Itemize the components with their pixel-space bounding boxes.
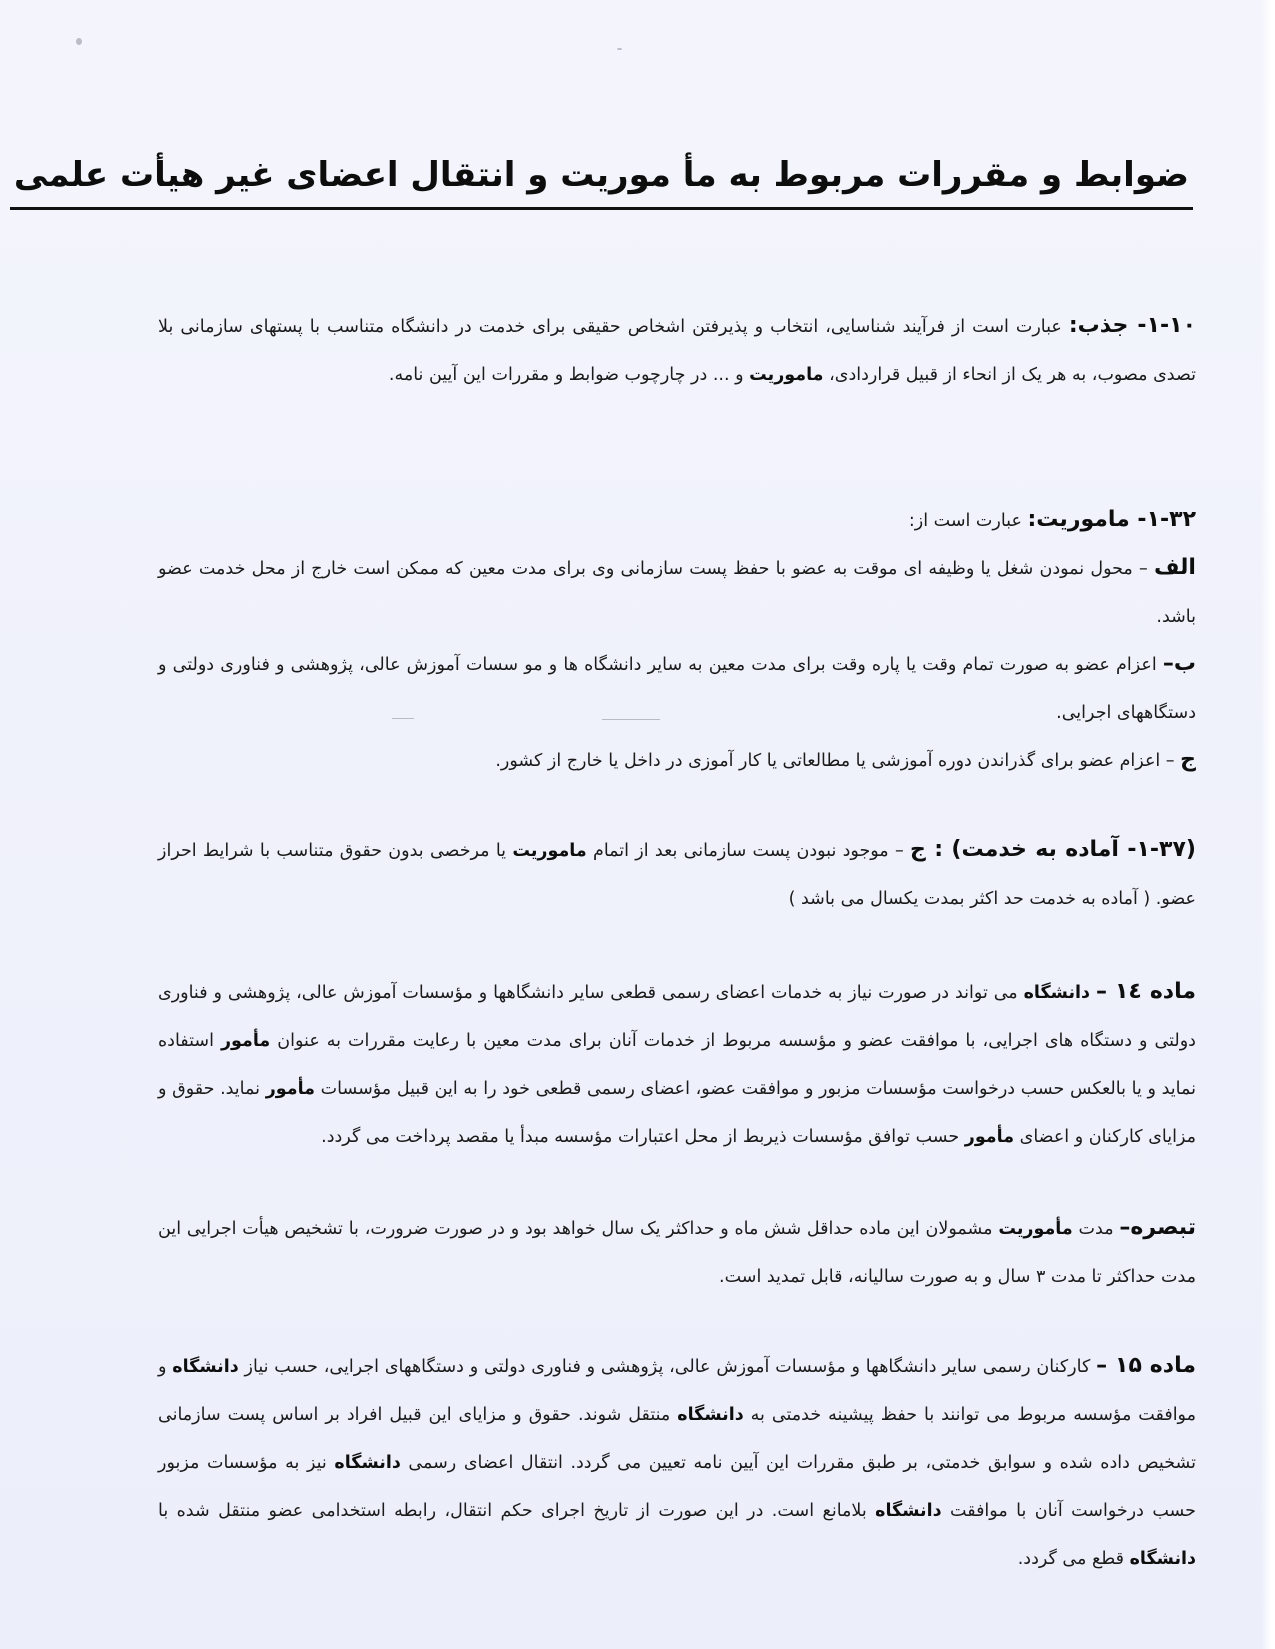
- section-mission-definition: [158, 496, 1196, 545]
- clause-be: [158, 640, 1196, 737]
- note-tabsare: [158, 1204, 1196, 1301]
- article-text: بلامانع است. در این صورت از تاریخ اجرای حکم انتقال، رابطه استخدامی عضو منتقل شده با: [158, 1500, 867, 1521]
- scan-speck: [617, 48, 622, 50]
- article-text: می تواند در صورت نیاز به خدمات اعضای رسمی قطعی سایر دانشگاهها و مؤسسات آموزش عالی، پژوهشی و فناوری دولتی و دستگاه های اجرایی، با موافقت عضو و مؤسسه مربوط از خدمات آنان برای مدت معین با رعایت مقررات به عنوان: [158, 982, 1196, 1051]
- page-edge: [1261, 0, 1275, 1649]
- note-heading: تبصره–: [1119, 1214, 1196, 1240]
- keyword: مأموریت: [998, 1218, 1073, 1239]
- article-text: و موافقت مؤسسه مربوط می توانند با حفظ پیشینه خدمتی به: [158, 1356, 1196, 1425]
- section-heading: ۱-۳۲- ماموریت:: [1027, 506, 1196, 532]
- section-ready-for-service: [158, 826, 1196, 923]
- article-text: قطع می گردد.: [1017, 1548, 1124, 1569]
- clause-text: – اعزام عضو برای گذراندن دوره آموزشی یا مطالعاتی یا کار آموزی در داخل یا خارج از کشور.: [495, 750, 1175, 771]
- clause-text: اعزام عضو به صورت تمام وقت یا پاره وقت برای مدت معین به سایر دانشگاه ها و مو سسات آموزش عالی، پژوهشی و فناوری دولتی و دستگاههای اجرایی.: [158, 654, 1196, 723]
- clause-label: ب–: [1162, 650, 1196, 676]
- clause-label: ج: [1180, 746, 1196, 772]
- section-recruitment: [158, 302, 1196, 399]
- keyword: دانشگاه: [334, 1452, 401, 1473]
- keyword: دانشگاه: [1023, 982, 1091, 1003]
- note-text: مدت: [1078, 1218, 1114, 1239]
- keyword: ماموریت: [749, 364, 824, 385]
- clause-jim: [158, 736, 1196, 785]
- article-15: [158, 1342, 1196, 1583]
- article-text: نیز به مؤسسات مزبور حسب درخواست آنان با موافقت: [158, 1452, 1196, 1521]
- keyword: دانشگاه: [677, 1404, 744, 1425]
- clause-label: الف: [1153, 554, 1196, 580]
- article-text: منتقل شوند. حقوق و مزایای این قبیل افراد بر اساس پست سازمانی تشخیص داده شده و سوابق خدمتی، بر طبق مقررات این آیین نامه تعیین می گردد. انتقال اعضای رسمی: [158, 1404, 1196, 1473]
- article-text: کارکنان رسمی سایر دانشگاهها و مؤسسات آموزش عالی، پژوهشی و فناوری دولتی و دستگاههای اجرایی، حسب نیاز: [244, 1356, 1091, 1377]
- keyword: دانشگاه: [875, 1500, 942, 1521]
- section-heading: (۱-۳۷- آماده به خدمت) : ج: [909, 836, 1196, 862]
- section-text: عبارت است از فرآیند شناسایی، انتخاب و پذیرفتن اشخاص حقیقی برای خدمت در دانشگاه متناسب با پستهای سازمانی بلا تصدی مصوب، به هر یک از انحاء از قبیل قراردادی،: [158, 316, 1196, 385]
- clause-text: – محول نمودن شغل یا وظیفه ای موقت به عضو با حفظ پست سازمانی وی برای مدت معین که ممکن است خارج از محل خدمت عضو باشد.: [158, 558, 1196, 627]
- article-text: نماید. حقوق و مزایای کارکنان و اعضای: [158, 1078, 1196, 1147]
- keyword: دانشگاه: [1129, 1548, 1196, 1569]
- article-text: حسب توافق مؤسسات ذیربط از محل اعتبارات مؤسسه مبدأ یا مقصد پرداخت می گردد.: [321, 1126, 960, 1147]
- title-block: [13, 128, 1193, 233]
- keyword: مأمور: [220, 1030, 271, 1051]
- section-text: – موجود نبودن پست سازمانی بعد از اتمام: [593, 840, 904, 861]
- keyword: مأمور: [265, 1078, 315, 1099]
- article-14: [158, 968, 1196, 1161]
- article-heading: ماده ۱۵ –: [1096, 1352, 1196, 1378]
- scan-speck: [76, 38, 82, 45]
- section-text: یا مرخصی بدون حقوق متناسب با شرایط احراز عضو. ( آماده به خدمت حد اکثر بمدت یکسال می باشد ): [158, 840, 1196, 909]
- section-text: عبارت است از:: [908, 510, 1022, 531]
- page-title: ضوابط و مقررات مربوط به مأ موریت و انتقال اعضای غیر هیأت علمی: [10, 151, 1193, 210]
- note-text: مشمولان این ماده حداقل شش ماه و حداکثر یک سال خواهد بود و در صورت ضرورت، با تشخیص هیأت اجرایی این مدت حداکثر تا مدت ۳ سال و به صورت سالیانه، قابل تمدید است.: [158, 1218, 1196, 1287]
- article-heading: ماده ۱٤ –: [1095, 978, 1196, 1004]
- keyword: مأمور: [964, 1126, 1015, 1147]
- clause-alef: [158, 544, 1196, 641]
- section-heading: ۱-۱۰- جذب:: [1068, 312, 1196, 338]
- article-text: استفاده نماید و یا بالعکس حسب درخواست مؤسسات مزبور و موافقت عضو، اعضای رسمی قطعی خود را به این قبیل مؤسسات: [158, 1030, 1196, 1099]
- section-text: و ... در چارچوب ضوابط و مقررات این آیین نامه.: [388, 364, 744, 385]
- keyword: دانشگاه: [172, 1356, 239, 1377]
- keyword: ماموریت: [512, 840, 587, 861]
